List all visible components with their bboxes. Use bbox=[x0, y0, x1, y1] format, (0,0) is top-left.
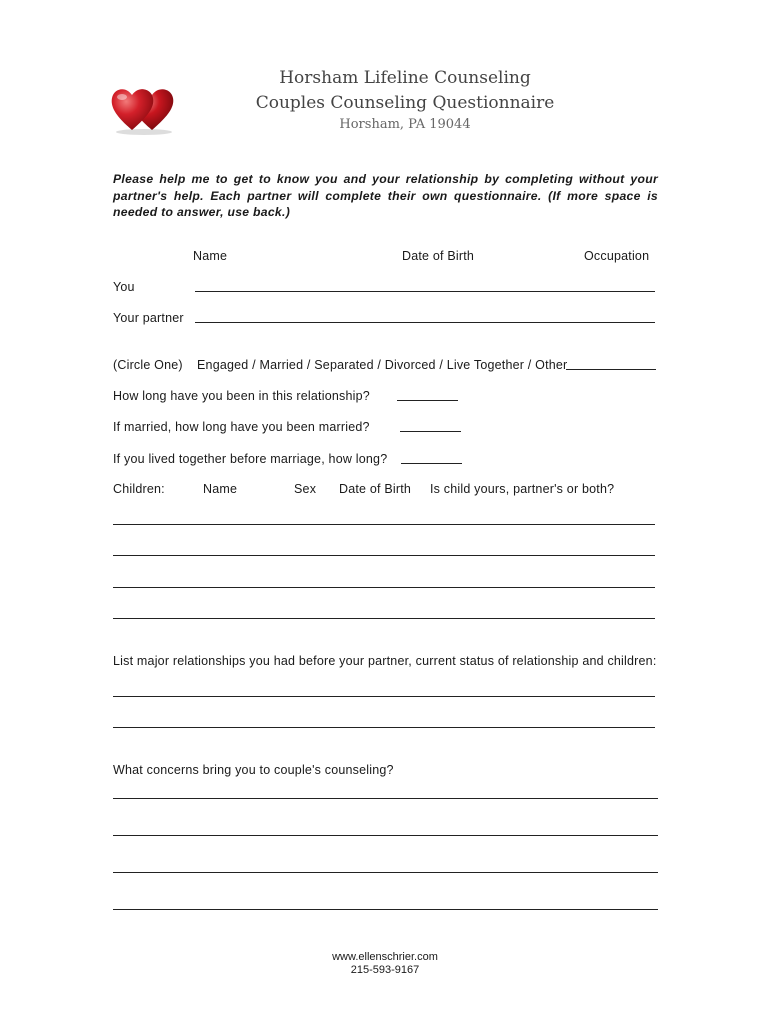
children-dob-header: Date of Birth bbox=[339, 482, 412, 496]
how-long-question: How long have you been in this relationship? bbox=[113, 389, 370, 403]
location-text: Horsham, PA 19044 bbox=[339, 117, 471, 132]
org-name: Horsham Lifeline Counseling bbox=[279, 68, 531, 88]
child-line[interactable] bbox=[113, 587, 655, 588]
children-sex-header: Sex bbox=[294, 482, 317, 496]
concerns-line[interactable] bbox=[113, 798, 658, 799]
if-married-field[interactable] bbox=[400, 431, 461, 432]
concerns-line[interactable] bbox=[113, 872, 658, 873]
partner-field[interactable] bbox=[195, 322, 655, 323]
child-line[interactable] bbox=[113, 524, 655, 525]
concerns-line[interactable] bbox=[113, 909, 658, 910]
how-long-field[interactable] bbox=[397, 400, 458, 401]
concerns-line[interactable] bbox=[113, 835, 658, 836]
relationship-status-options[interactable]: Engaged / Married / Separated / Divorced / Live Together / Other bbox=[197, 358, 568, 372]
column-name: Name bbox=[193, 249, 228, 263]
footer-website[interactable]: www.ellenschrier.com bbox=[332, 951, 438, 963]
column-occupation: Occupation bbox=[584, 249, 650, 263]
child-line[interactable] bbox=[113, 555, 655, 556]
child-line[interactable] bbox=[113, 618, 655, 619]
you-field[interactable] bbox=[195, 291, 655, 292]
relationship-line[interactable] bbox=[113, 696, 655, 697]
intro-paragraph: Please help me to get to know you and your relationship by completing without your partner's help. Each partner will complete their own questionnaire. (If more space is needed to answer, use back.) bbox=[113, 172, 658, 219]
you-label: You bbox=[113, 280, 135, 294]
concerns-question: What concerns bring you to couple's counseling? bbox=[113, 763, 394, 777]
column-dob: Date of Birth bbox=[402, 249, 475, 263]
if-married-question: If married, how long have you been married? bbox=[113, 420, 370, 434]
children-name-header: Name bbox=[203, 482, 238, 496]
children-whose-header: Is child yours, partner's or both? bbox=[430, 482, 615, 496]
lived-together-question: If you lived together before marriage, how long? bbox=[113, 452, 388, 466]
page-title: Couples Counseling Questionnaire bbox=[255, 93, 555, 113]
children-label: Children: bbox=[113, 482, 165, 496]
major-relationships-question: List major relationships you had before your partner, current status of relationship and children: bbox=[113, 654, 657, 668]
lived-together-field[interactable] bbox=[401, 463, 462, 464]
relationship-line[interactable] bbox=[113, 727, 655, 728]
hearts-logo bbox=[108, 80, 180, 136]
partner-label: Your partner bbox=[113, 311, 184, 325]
other-status-field[interactable] bbox=[566, 369, 656, 370]
footer-phone: 215-593-9167 bbox=[350, 964, 420, 976]
circle-one-label: (Circle One) bbox=[113, 358, 183, 372]
